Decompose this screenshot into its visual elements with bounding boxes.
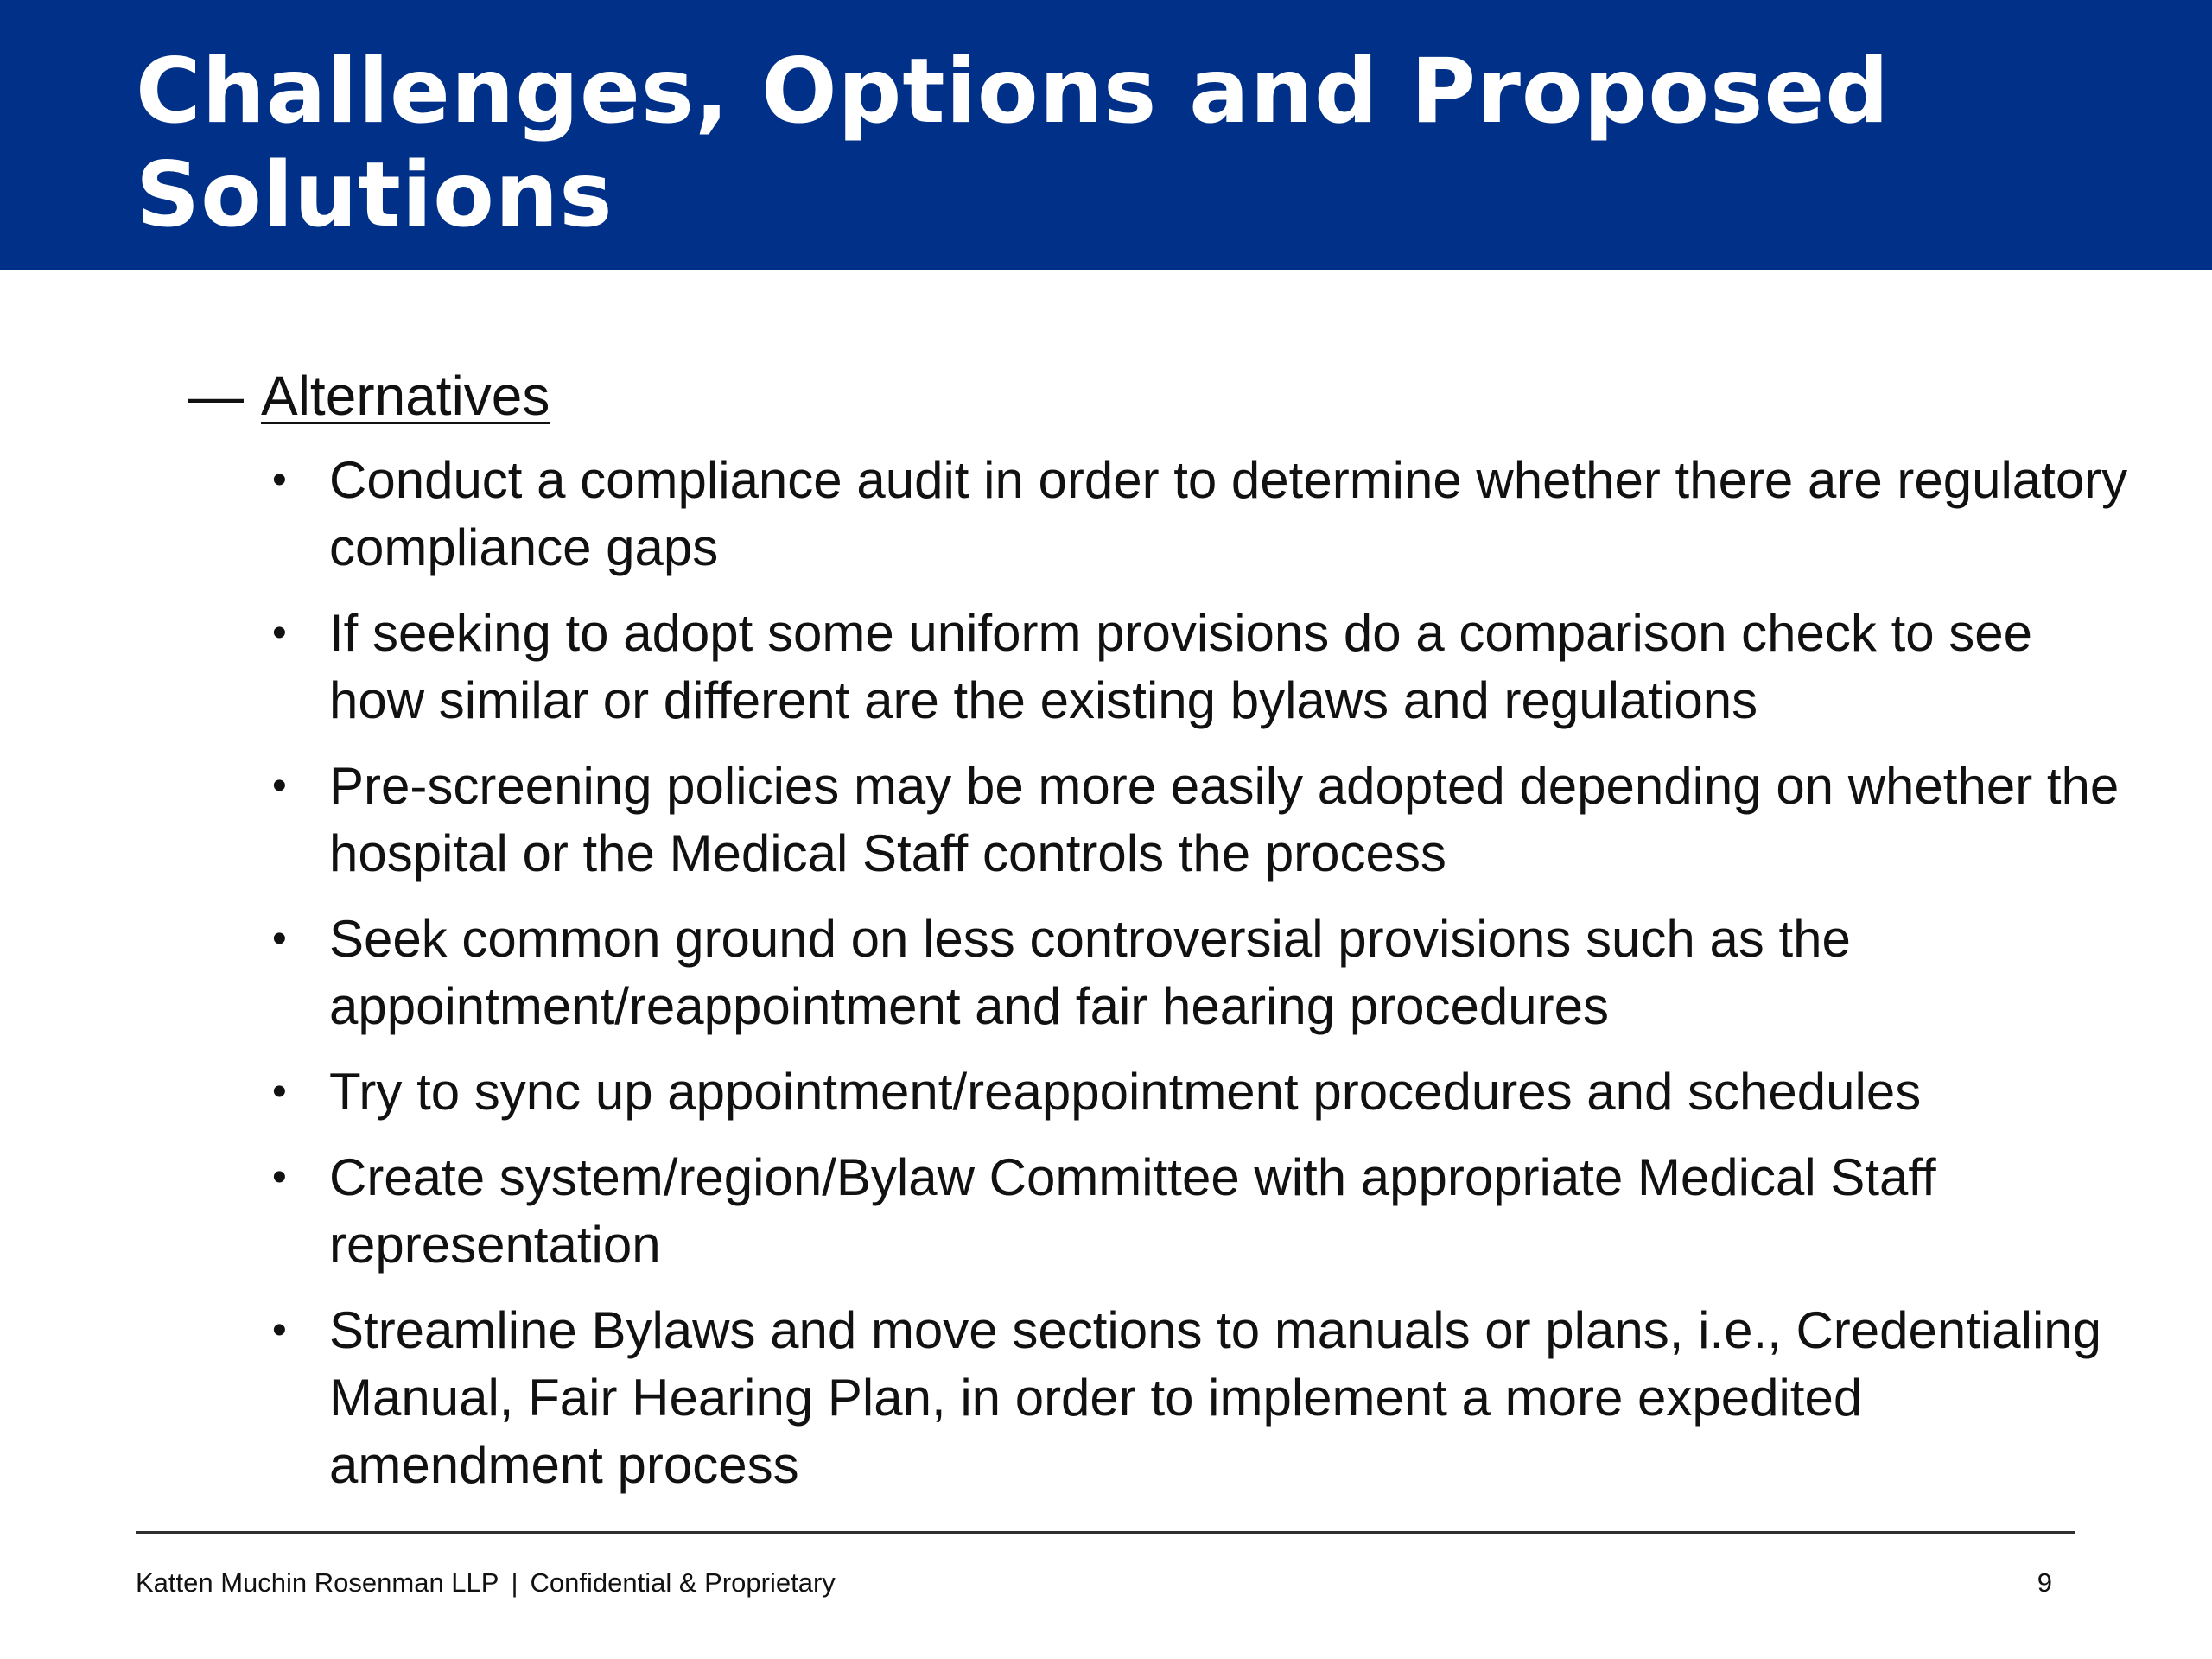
- page-number: 9: [2037, 1567, 2052, 1598]
- bullet-text: Seek common ground on less controversial provisions such as the appointment/reappointment and fair hearing procedures: [329, 910, 1851, 1035]
- bullet-item: [272, 1058, 2130, 1126]
- bullet-item: [272, 753, 2130, 887]
- bullet-dot-icon: •: [272, 1154, 287, 1200]
- bullet-item: [272, 906, 2130, 1040]
- bullet-text: Try to sync up appointment/reappointment procedures and schedules: [329, 1063, 1922, 1121]
- title-bar: [0, 0, 2212, 270]
- section-heading: [188, 361, 550, 430]
- footer-separator: |: [511, 1567, 518, 1598]
- heading-dash: —: [188, 365, 244, 427]
- heading-text: Alternatives: [261, 365, 550, 427]
- footer-info: [136, 1566, 836, 1600]
- bullet-text: If seeking to adopt some uniform provisions do a comparison check to see how similar or different are the existing bylaws and regulations: [329, 604, 2033, 729]
- bullet-dot-icon: •: [272, 763, 287, 809]
- bullet-text: Create system/region/Bylaw Committee with appropriate Medical Staff representation: [329, 1148, 1936, 1274]
- footer-confidentiality: Confidential & Proprietary: [530, 1567, 836, 1598]
- bullet-item: [272, 1297, 2130, 1499]
- footer-divider: [136, 1531, 2075, 1534]
- bullet-dot-icon: •: [272, 1307, 287, 1353]
- bullet-text: Streamline Bylaws and move sections to manuals or plans, i.e., Credentialing Manual, Fair Hearing Plan, in order to implement a more expedited amendment process: [329, 1301, 2102, 1494]
- bullet-dot-icon: •: [272, 916, 287, 962]
- bullet-text: Conduct a compliance audit in order to determine whether there are regulatory compliance gaps: [329, 451, 2128, 576]
- bullet-item: [272, 1144, 2130, 1279]
- bullet-item: [272, 447, 2130, 582]
- footer-company: Katten Muchin Rosenman LLP: [136, 1567, 499, 1598]
- bullet-dot-icon: •: [272, 610, 287, 656]
- bullet-text: Pre-screening policies may be more easily adopted depending on whether the hospital or the Medical Staff controls the process: [329, 757, 2120, 882]
- bullet-list: [272, 447, 2130, 1517]
- bullet-dot-icon: •: [272, 457, 287, 503]
- bullet-dot-icon: •: [272, 1069, 287, 1115]
- slide-title: Challenges, Options and Proposed Solutions: [136, 40, 1891, 247]
- bullet-item: [272, 600, 2130, 734]
